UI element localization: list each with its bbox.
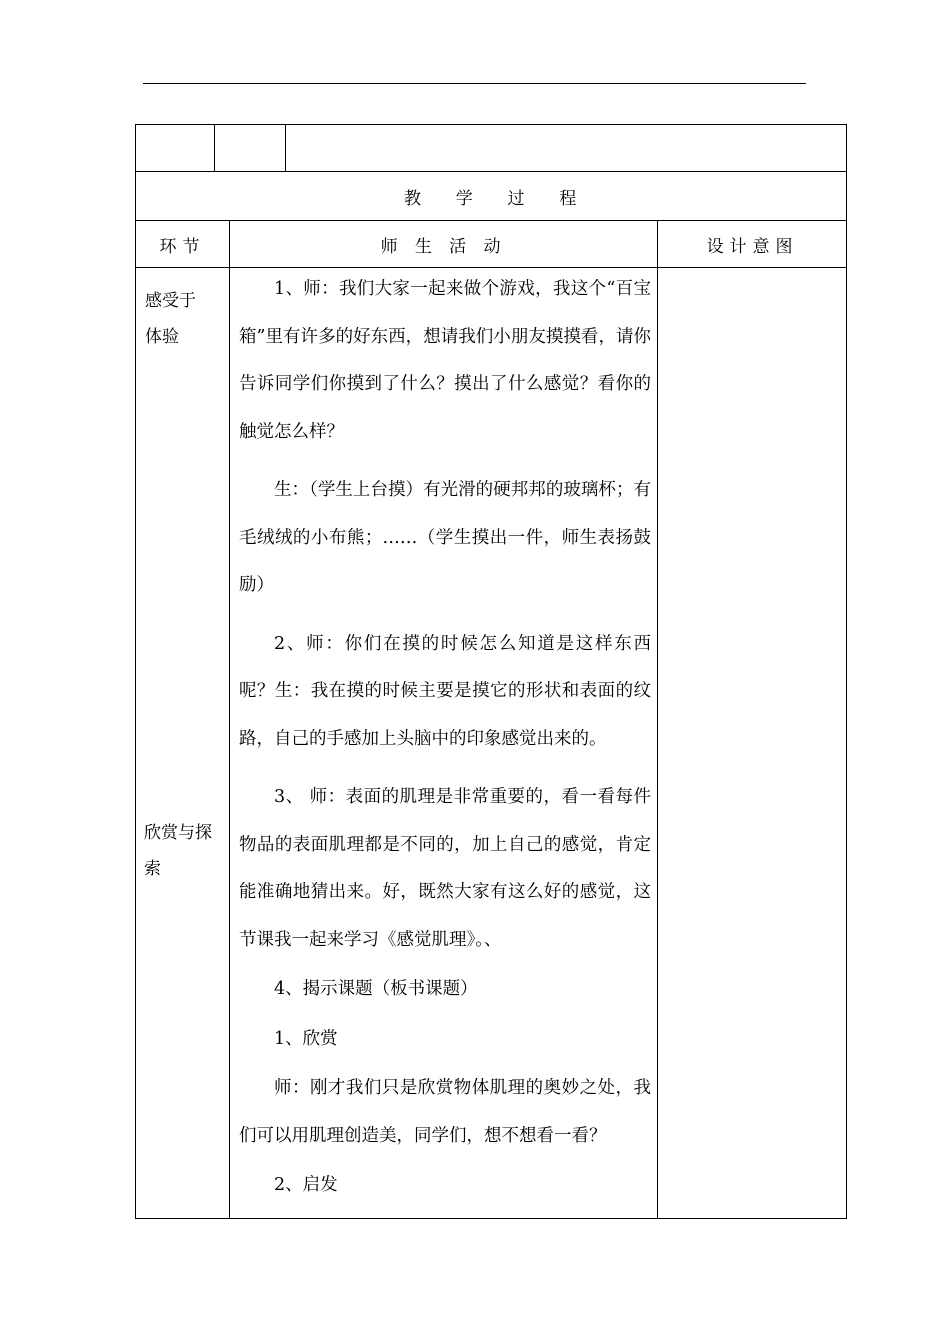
stage-label: 感受于体验 (145, 291, 196, 347)
header-stage: 环节 (159, 237, 206, 257)
column-divider (657, 220, 658, 1219)
activity-column (239, 266, 651, 1212)
column-divider (229, 220, 230, 1219)
column-divider (285, 124, 286, 171)
activity-paragraph: 2、师：你们在摸的时候怎么知道是这样东西呢？生：我在摸的时候主要是摸它的形状和表面的纹路，自己的手感加上头脑中的印象感觉出来的。 (239, 633, 651, 749)
header-intent: 设计意图 (706, 237, 799, 257)
column-divider (214, 124, 215, 171)
stage-label: 欣赏与探索 (144, 823, 212, 879)
header-activity: 师 生 活 动 (380, 237, 507, 257)
activity-paragraph: 4、揭示课题（板书课题） (274, 979, 478, 999)
activity-paragraph: 1、欣赏 (274, 1028, 338, 1049)
activity-paragraph: 生：（学生上台摸）有光滑的硬邦邦的玻璃杯；有毛绒绒的小布熊；……（学生摸出一件，师生表扬鼓励） (239, 480, 651, 595)
activity-paragraph: 师：刚才我们只是欣赏物体肌理的奥妙之处，我们可以用肌理创造美，同学们，想不想看一看？ (239, 1078, 651, 1146)
activity-paragraph: 2、启发 (274, 1175, 338, 1195)
table-title: 教 学 过 程 (403, 188, 579, 209)
activity-paragraph: 1、师：我们大家一起来做个游戏，我这个“百宝箱”里有许多的好东西，想请我们小朋友摸摸看，请你告诉同学们你摸到了什么？摸出了什么感觉？看你的触觉怎么样？ (239, 279, 651, 442)
header-rule (143, 83, 806, 84)
activity-paragraph: 3、 师：表面的肌理是非常重要的，看一看每件物品的表面肌理都是不同的，加上自己的感觉，肯定能准确地猜出来。好，既然大家有这么好的感觉，这节课我一起来学习《感觉肌理》。、 (239, 787, 651, 950)
